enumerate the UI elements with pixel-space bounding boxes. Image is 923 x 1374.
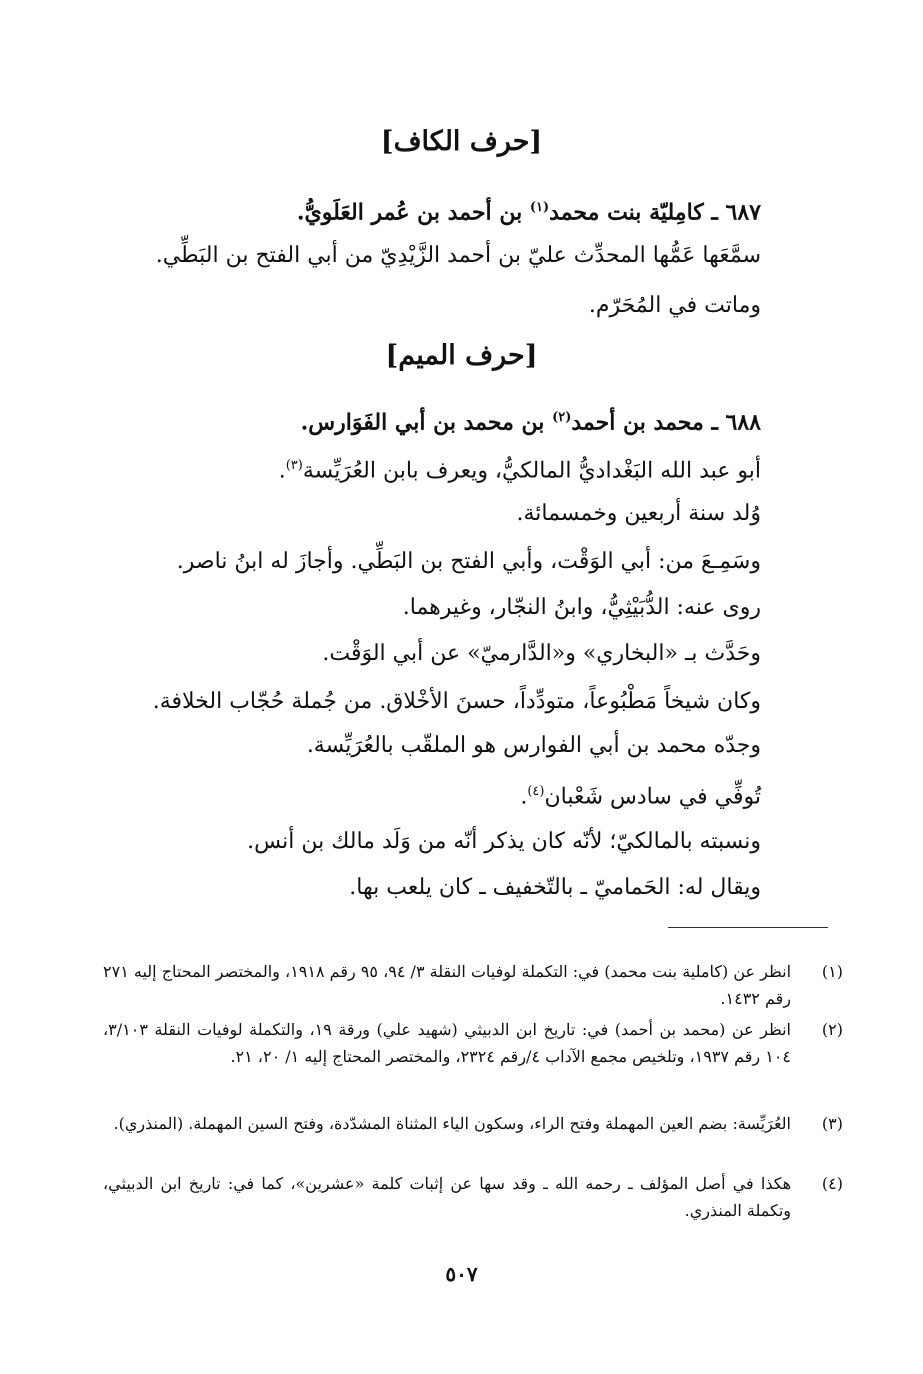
footnote-divider (668, 927, 828, 928)
entry-687-line: سمَّعَها عَمُّها المحدِّث عليّ بن أحمد الزَّيْدِيّ من أبي الفتح بن البَطِّي. (155, 243, 761, 268)
footnote-number: (٤) (821, 1174, 843, 1193)
footnote-1 (103, 958, 843, 1012)
entry-688-title (121, 398, 761, 442)
footnote-text: العُرَيِّسة: بضم العين المهملة وفتح الراء، وسكون الياء المثناة المشدّدة، وفتح السين المهملة. (المنذري). (113, 1114, 791, 1133)
entry-688-death-end: . (520, 784, 528, 810)
entry-688-line: وجدّه محمد بن أبي الفوارس هو الملقّب بالعُرَيِّسة. (306, 733, 761, 758)
section-heading-mim: [حرف الميم] (385, 340, 538, 371)
footnote-number: (٢) (821, 1020, 843, 1039)
entry-687-title-rest: بن أحمد بن عُمر العَلَويُّ. (296, 199, 530, 226)
section-heading-kaf: [حرف الكاف] (380, 126, 543, 157)
footnote-4 (103, 1170, 843, 1224)
entry-688-line: وكان شيخاً مَطْبُوعاً، متودِّداً، حسنَ الأخْلاق. من جُملة حُجّاب الخلافة. (152, 689, 761, 714)
entry-688-line: وسَمِـعَ من: أبي الوَقْت، وأبي الفتح بن البَطِّي. وأجازَ له ابنُ ناصر. (176, 549, 761, 574)
entry-688-title-rest: بن محمد بن أبي الفَوَارس. (300, 409, 553, 436)
footnote-text: انظر عن (كاملية بنت محمد) في: التكملة لوفيات النقلة ٣/ ٩٤، ٩٥ رقم ١٩١٨، والمختصر المحتاج إليه ٢٧١ رقم ١٤٣٢. (103, 962, 792, 1008)
footnote-text: انظر عن (محمد بن أحمد) في: تاريخ ابن الدبيثي (شهيد علي) ورقة ١٩، والتكملة لوفيات النقلة ٣/١٠٣، ١٠٤ رقم ١٩٣٧، وتلخيص مجمع الآداب ٤/رقم ٢٣٢٤، والمختصر المحتاج إليه ١/ ٢٠، ٢١. (103, 1020, 792, 1066)
footnote-ref-1[interactable]: (١) (529, 200, 550, 215)
entry-688-death-text: تُوفِّي في سادس شَعْبان (544, 784, 761, 810)
entry-688-title-main: ٦٨٨ ـ محمد بن أحمد (571, 409, 761, 436)
footnote-2 (103, 1016, 843, 1070)
footnote-number: (١) (821, 962, 843, 981)
entry-688-line (121, 772, 761, 817)
footnote-ref-4[interactable]: (٤) (527, 784, 545, 799)
entry-688-line: ونسبته بالمالكيّ؛ لأنّه كان يذكر أنّه من وَلَد مالك بن أنس. (247, 829, 761, 854)
entry-688-line: وحَدَّث بـ «البخاري» و«الدَّارميّ» عن أبي الوَقْت. (322, 641, 761, 666)
footnote-number: (٣) (821, 1114, 843, 1133)
entry-688-line-text: أبو عبد الله البَغْداديُّ المالكيُّ، ويعرف بابن العُرَيِّسة (302, 458, 761, 484)
entry-687-title (121, 188, 761, 232)
footnote-text: هكذا في أصل المؤلف ـ رحمه الله ـ وقد سها عن إثبات كلمة «عشرين»، كما في: تاريخ ابن الدبيثي، وتكملة المنذري. (103, 1174, 791, 1220)
page-number: ٥٠٧ (445, 1262, 478, 1286)
footnote-ref-2[interactable]: (٢) (552, 410, 572, 425)
entry-687-line: وماتت في المُحَرّم. (588, 293, 761, 318)
footnote-3 (103, 1110, 843, 1137)
entry-687-title-main: ٦٨٧ ـ كامِليّة بنت محمد (549, 199, 761, 226)
entry-688-line: ويقال له: الحَماميّ ـ بالتّخفيف ـ كان يلعب بها. (349, 875, 761, 900)
footnote-ref-3[interactable]: (٣) (285, 458, 303, 473)
entry-688-line (121, 446, 761, 491)
entry-688-line-end: . (278, 458, 286, 484)
entry-688-line: وُلد سنة أربعين وخمسمائة. (516, 501, 761, 526)
entry-688-line: روى عنه: الدُّبَيْثِيُّ، وابنُ النجّار، وغيرهما. (402, 595, 761, 620)
